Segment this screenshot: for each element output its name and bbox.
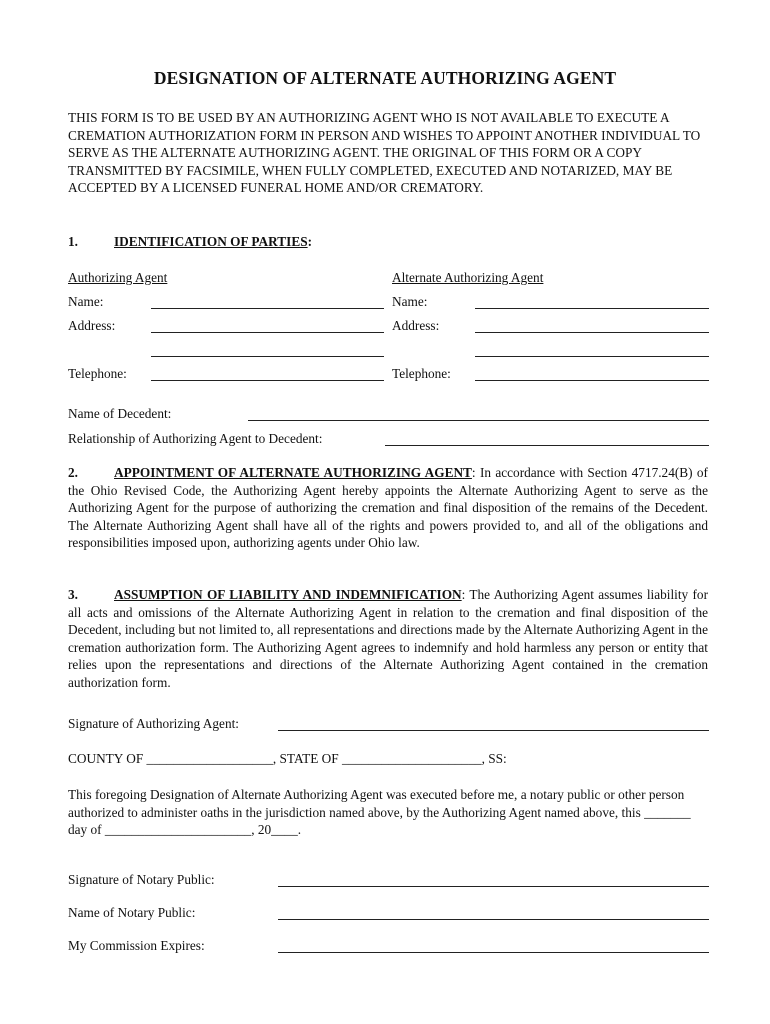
- notary-name-field[interactable]: [278, 919, 709, 920]
- alt-agent-address-field-2[interactable]: [475, 356, 709, 357]
- section3-title: ASSUMPTION OF LIABILITY AND INDEMNIFICATION: [114, 587, 462, 602]
- section2-body-first: : In accordance with Section: [471, 465, 628, 480]
- section3-number: 3.: [68, 587, 78, 602]
- section1-heading: [68, 233, 312, 251]
- decedent-name-label: Name of Decedent:: [68, 406, 172, 421]
- agent-name-field[interactable]: [151, 308, 384, 309]
- authorizing-agent-header: Authorizing Agent: [68, 270, 168, 285]
- section2-title: APPOINTMENT OF ALTERNATE AUTHORIZING AGENT: [114, 465, 472, 480]
- notary-name-label: Name of Notary Public:: [68, 905, 196, 920]
- intro-paragraph: THIS FORM IS TO BE USED BY AN AUTHORIZING AGENT WHO IS NOT AVAILABLE TO EXECUTE A CREMATION AUTHORIZATION FORM IN PERSON AND WISHES TO APPOINT ANOTHER INDIVIDUAL TO SERVE AS THE ALTERNATE AUTHORIZING AGENT. THE ORIGINAL OF THIS FORM OR A COPY TRANSMITTED BY FACSIMILE, WHEN FULLY COMPLETED, EXECUTED AND NOTARIZED, MAY BE ACCEPTED BY A LICENSED FUNERAL HOME AND/OR CREMATORY.: [68, 110, 701, 195]
- alt-agent-telephone-label: Telephone:: [392, 366, 451, 381]
- notary-signature-label: Signature of Notary Public:: [68, 872, 215, 887]
- form-title: DESIGNATION OF ALTERNATE AUTHORIZING AGENT: [153, 68, 617, 88]
- section2-number: 2.: [68, 465, 78, 480]
- relationship-label: Relationship of Authorizing Agent to Decedent:: [68, 431, 323, 446]
- alt-agent-address-label: Address:: [392, 318, 440, 333]
- relationship-field[interactable]: [385, 445, 709, 446]
- commission-expires-field[interactable]: [278, 952, 709, 953]
- alt-agent-name-label: Name:: [392, 294, 428, 309]
- decedent-name-field[interactable]: [248, 420, 709, 421]
- notary-signature-field[interactable]: [278, 886, 709, 887]
- section1-number: 1.: [68, 234, 78, 249]
- alt-agent-telephone-field[interactable]: [475, 380, 709, 381]
- section1-title: IDENTIFICATION OF PARTIES: [114, 234, 308, 249]
- agent-address-field-1[interactable]: [151, 332, 384, 333]
- section2-body: 4717.24(B) of the Ohio Revised Code, the Authorizing Agent hereby appoints the Alternate Authorizing Agent to serve as the Authorizing Agent for the purpose of authorizing the cremation and final disposition of the remains of the Decedent. The Alternate Authorizing Agent shall have all of the rights and powers provided to, and all of the obligations and responsibilities imposed upon, authorizing agents under Ohio law.: [68, 465, 708, 550]
- section2-paragraph: [68, 464, 708, 552]
- alternate-agent-header: Alternate Authorizing Agent: [392, 270, 544, 285]
- section1-colon: :: [307, 234, 313, 249]
- section3-body-first: : The Authorizing Agent: [461, 587, 594, 602]
- notary-statement: This foregoing Designation of Alternate Authorizing Agent was executed before me, a notary public or other person authorized to administer oaths in the jurisdiction named above, by the Authorizing Agent named above, this _______ day of ______________________, 20____.: [68, 787, 691, 837]
- agent-address-field-2[interactable]: [151, 356, 384, 357]
- agent-address-label: Address:: [68, 318, 116, 333]
- section3-paragraph: [68, 586, 708, 691]
- agent-signature-field[interactable]: [278, 730, 709, 731]
- agent-name-label: Name:: [68, 294, 104, 309]
- alt-agent-name-field[interactable]: [475, 308, 709, 309]
- commission-expires-label: My Commission Expires:: [68, 938, 205, 953]
- section3-body: assumes liability for all acts and omissions of the Alternate Authorizing Agent in relation to the cremation and final disposition of the Decedent, including but not limited to, all representations and directions made by the Alternate Authorizing Agent in the cremation authorization form. The Authorizing Agent agrees to indemnify and hold harmless any person or entity that relies upon the representations and directions of the Alternate Authorizing Agent contained in the cremation authorization form.: [68, 587, 708, 690]
- agent-telephone-field[interactable]: [151, 380, 384, 381]
- agent-telephone-label: Telephone:: [68, 366, 127, 381]
- alt-agent-address-field-1[interactable]: [475, 332, 709, 333]
- agent-signature-label: Signature of Authorizing Agent:: [68, 716, 239, 731]
- venue-line[interactable]: COUNTY OF ___________________, STATE OF _____________________, SS:: [68, 751, 507, 766]
